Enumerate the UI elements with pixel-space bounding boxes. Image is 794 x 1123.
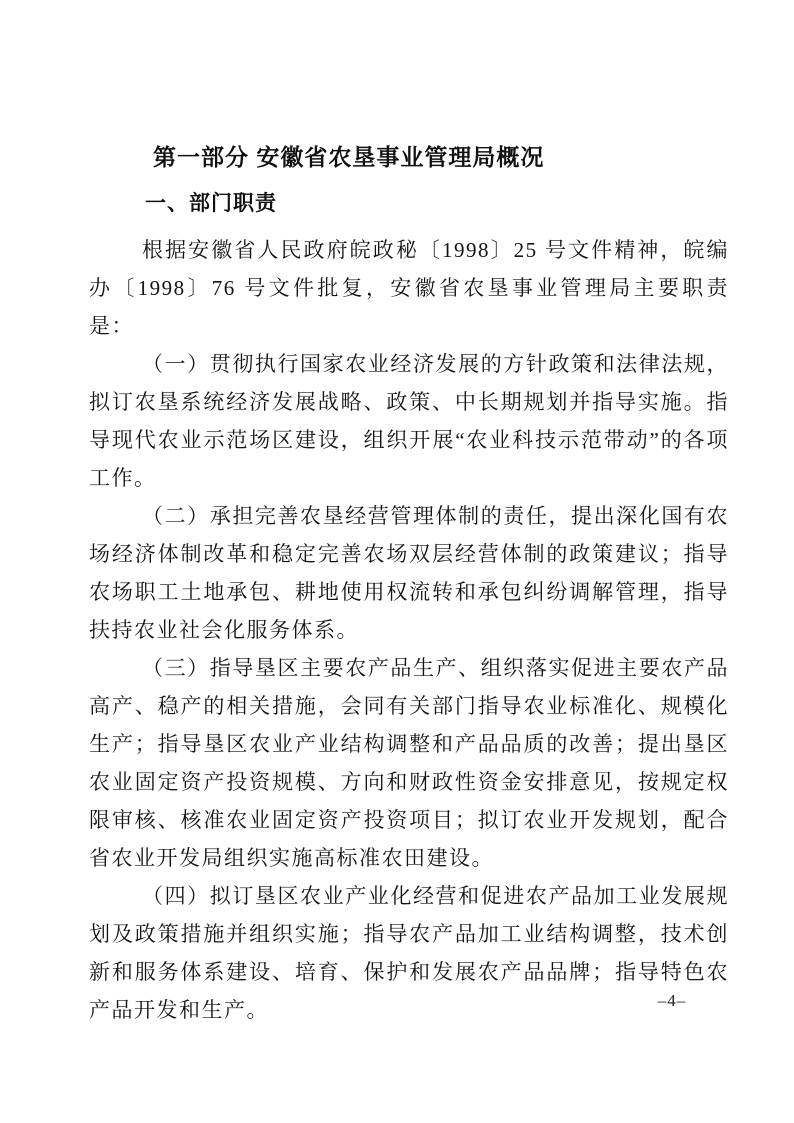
paragraph-duty-2: （二）承担完善农垦经营管理体制的责任，提出深化国有农场经济体制改革和稳定完善农场双层经营体制的政策建议；指导农场职工土地承包、耕地使用权流转和承包纠纷调解管理，指导扶持农业社会化服务体系。 — [89, 504, 729, 642]
document-content — [89, 142, 729, 1029]
paragraph-duty-3: （三）指导垦区主要农产品生产、组织落实促进主要农产品高产、稳产的相关措施，会同有关部门指导农业标准化、规模化生产；指导垦区农业产业结构调整和产品品质的改善；提出垦区农业固定资产投资规模、方向和财政性资金安排意见，按规定权限审核、核准农业固定资产投资项目；拟订农业开发规划，配合省农业开发局组织实施高标准农田建设。 — [89, 656, 729, 870]
page-number: –4– — [657, 991, 687, 1010]
paragraph-duty-4: （四）拟订垦区农业产业化经营和促进农产品加工业发展规划及政策措施并组织实施；指导农产品加工业结构调整，技术创新和服务体系建设、培育、保护和发展农产品品牌；指导特色农产品开发和生产。 — [89, 884, 729, 1022]
paragraph-duty-1: （一）贯彻执行国家农业经济发展的方针政策和法律法规，拟订农垦系统经济发展战略、政策、中长期规划并指导实施。指导现代农业示范场区建设，组织开展“农业科技示范带动”的各项工作。 — [89, 352, 729, 490]
paragraph-intro: 根据安徽省人民政府皖政秘〔1998〕25 号文件精神，皖编办〔1998〕76 号文件批复，安徽省农垦事业管理局主要职责是： — [89, 238, 729, 338]
section-title: 第一部分 安徽省农垦事业管理局概况 — [153, 144, 545, 170]
chapter-heading: 一、部门职责 — [145, 192, 277, 215]
